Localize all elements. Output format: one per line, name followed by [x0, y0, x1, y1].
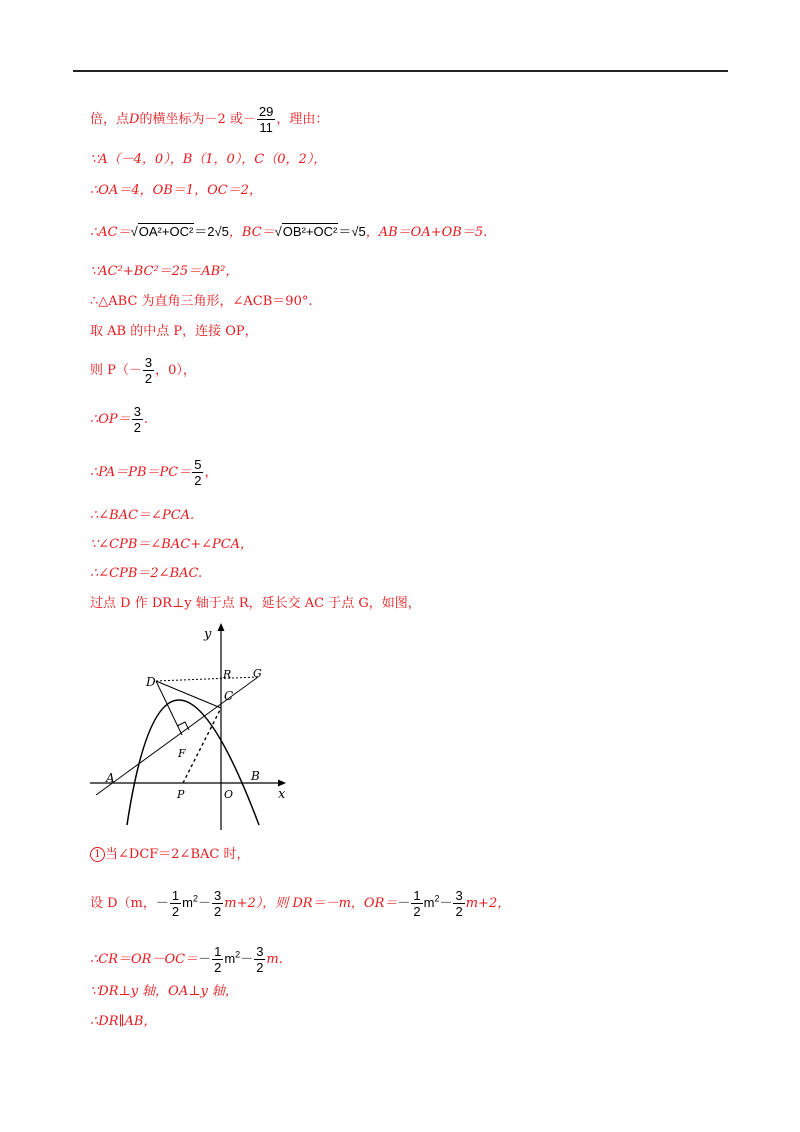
fraction-denominator: 2 — [194, 473, 202, 488]
text-line-14 — [90, 596, 421, 612]
label-p: P — [177, 788, 185, 801]
text-segment: ∴∠CPB＝2∠BAC. — [90, 566, 203, 581]
sqrt-expression: √OB²+OC² — [274, 224, 338, 239]
header-rule — [73, 70, 728, 72]
text-segment: . — [143, 412, 149, 427]
circled-number: 1 — [90, 847, 105, 862]
line-ag — [96, 677, 258, 795]
label-a: A — [106, 771, 115, 785]
fraction-denominator: 2 — [413, 904, 421, 919]
label-r: R — [223, 668, 232, 681]
text-line-12 — [90, 537, 253, 553]
fraction — [453, 888, 464, 919]
label-y: y — [204, 627, 212, 642]
text-segment: D — [129, 112, 140, 127]
text-segment: ∵A（－4，0），B（1，0），C（0，2）， — [90, 152, 327, 167]
text-line-2 — [90, 152, 326, 168]
fraction — [192, 457, 203, 488]
sqrt-expression: √OA²+OC² — [130, 224, 194, 239]
text-segment: ∵AC²+BC²＝25＝AB²， — [90, 264, 239, 279]
label-x: x — [278, 787, 286, 802]
text-line-6 — [90, 294, 313, 310]
text-segment: ＝2 — [194, 224, 215, 239]
fraction-numerator: 3 — [455, 888, 463, 903]
line-df — [156, 681, 182, 735]
fraction-numerator: 1 — [413, 888, 421, 903]
text-segment: ∴△ABC 为直角三角形，∠ACB＝90°. — [90, 294, 313, 309]
text-segment: ，理由： — [276, 112, 329, 127]
label-o: O — [224, 788, 234, 801]
text-segment: m — [423, 895, 435, 910]
text-segment: 倍，点 — [90, 112, 130, 127]
text-segment: ∴PA＝PB＝PC＝ — [90, 465, 192, 480]
text-segment: 当∠DCF＝2∠BAC 时， — [105, 847, 250, 862]
text-line-13 — [90, 566, 202, 582]
text-segment: ∴OP＝ — [90, 412, 131, 427]
line-pc-dashed — [183, 708, 221, 783]
fraction-denominator: 2 — [171, 904, 180, 919]
fraction-denominator: 11 — [257, 119, 275, 135]
text-segment: 取 AB 的中点 P，连接 OP， — [90, 324, 258, 339]
text-segment: ，AB＝OA+OB＝5. — [365, 225, 488, 240]
sqrt-value: √5 — [351, 224, 366, 239]
fraction — [170, 888, 181, 919]
fraction-denominator: 2 — [133, 420, 141, 435]
label-b: B — [251, 769, 260, 783]
fraction — [143, 355, 154, 386]
fraction-denominator: 2 — [144, 371, 153, 386]
fraction — [257, 104, 275, 135]
text-segment: ∵DR⊥y 轴，OA⊥y 轴， — [90, 984, 238, 999]
text-segment: m — [224, 951, 236, 966]
text-segment: ＝ — [338, 224, 352, 239]
fraction — [411, 888, 422, 919]
text-line-18 — [90, 984, 238, 1000]
text-line-17: ∴CR＝OR－OC＝－ $\frac{1}{2}$ $m^2-$ $\frac{3}{2}$ m. — [90, 944, 283, 975]
fraction-numerator: 1 — [214, 944, 222, 959]
fraction-numerator: 3 — [214, 888, 222, 903]
text-segment: 的横坐标为－2 或－ — [139, 112, 256, 127]
y-axis-arrow-icon — [218, 623, 225, 631]
fraction — [132, 404, 143, 435]
text-segment: ∴∠BAC＝∠PCA. — [90, 508, 195, 523]
text-line-1 — [90, 104, 328, 135]
radicand: OB²+OC² — [282, 224, 338, 239]
text-segment: m. — [266, 952, 283, 967]
text-segment: ∴CR＝OR－OC＝ — [90, 952, 199, 967]
x-axis-arrow-icon — [278, 780, 286, 787]
text-segment: 过点 D 作 DR⊥y 轴于点 R，延长交 AC 于点 G，如图， — [90, 596, 421, 611]
fraction-numerator: 1 — [171, 888, 180, 903]
geometry-figure — [90, 620, 310, 832]
text-line-19 — [90, 1014, 156, 1030]
fraction — [254, 944, 265, 975]
text-line-3 — [90, 183, 262, 199]
label-g: G — [253, 667, 262, 680]
label-f: F — [178, 747, 186, 760]
fraction-denominator: 2 — [455, 904, 463, 919]
text-segment: ，BC＝ — [228, 225, 275, 240]
text-line-15 — [90, 847, 249, 863]
text-segment: 设 D（m， — [90, 896, 156, 911]
text-segment: 则 P（－ — [90, 363, 142, 378]
radicand: OA²+OC² — [138, 224, 194, 239]
fraction-numerator: 5 — [194, 457, 202, 472]
fraction-denominator: 2 — [256, 960, 264, 975]
text-segment: m+2），则 DR＝－m，OR＝ — [224, 896, 398, 911]
label-c: C — [224, 689, 234, 703]
text-line-5 — [90, 264, 238, 280]
fraction-numerator: 3 — [144, 355, 153, 370]
sqrt-value: √5 — [214, 224, 229, 239]
text-line-9 — [90, 404, 148, 435]
text-line-7 — [90, 324, 258, 340]
text-segment: ∵∠CPB＝∠BAC+∠PCA， — [90, 537, 254, 552]
text-segment: ∴DR∥AB， — [90, 1014, 157, 1029]
fraction — [212, 944, 223, 975]
line-dc — [156, 681, 221, 708]
text-line-8 — [90, 355, 196, 386]
text-line-10 — [90, 457, 217, 488]
text-line-4 — [90, 224, 487, 241]
fraction-numerator: 29 — [258, 104, 274, 119]
text-line-16: 设 D（m，－ $\frac{1}{2}$ $m^2-$ $\frac{3}{2}$ m+2），则 DR＝－m，OR＝－ $\frac{1}{2}$ $m^2-$ $\frac{3}{2}$ m+2， — [90, 888, 511, 919]
text-segment: m — [182, 895, 193, 910]
fraction-denominator: 2 — [214, 960, 222, 975]
text-segment: ∴AC＝ — [90, 225, 131, 240]
parabola-curve — [127, 700, 259, 825]
text-segment: ，0）， — [155, 363, 196, 378]
fraction-denominator: 2 — [214, 904, 222, 919]
text-segment: ， — [204, 465, 218, 480]
text-line-11 — [90, 508, 194, 524]
fraction — [212, 888, 223, 919]
fraction-numerator: 3 — [133, 404, 141, 419]
text-segment: m+2， — [465, 896, 511, 911]
line-dg-dotted — [156, 677, 258, 681]
text-segment: ∴OA＝4，OB＝1，OC＝2， — [90, 183, 262, 198]
fraction-numerator: 3 — [256, 944, 264, 959]
label-d: D — [146, 675, 156, 689]
